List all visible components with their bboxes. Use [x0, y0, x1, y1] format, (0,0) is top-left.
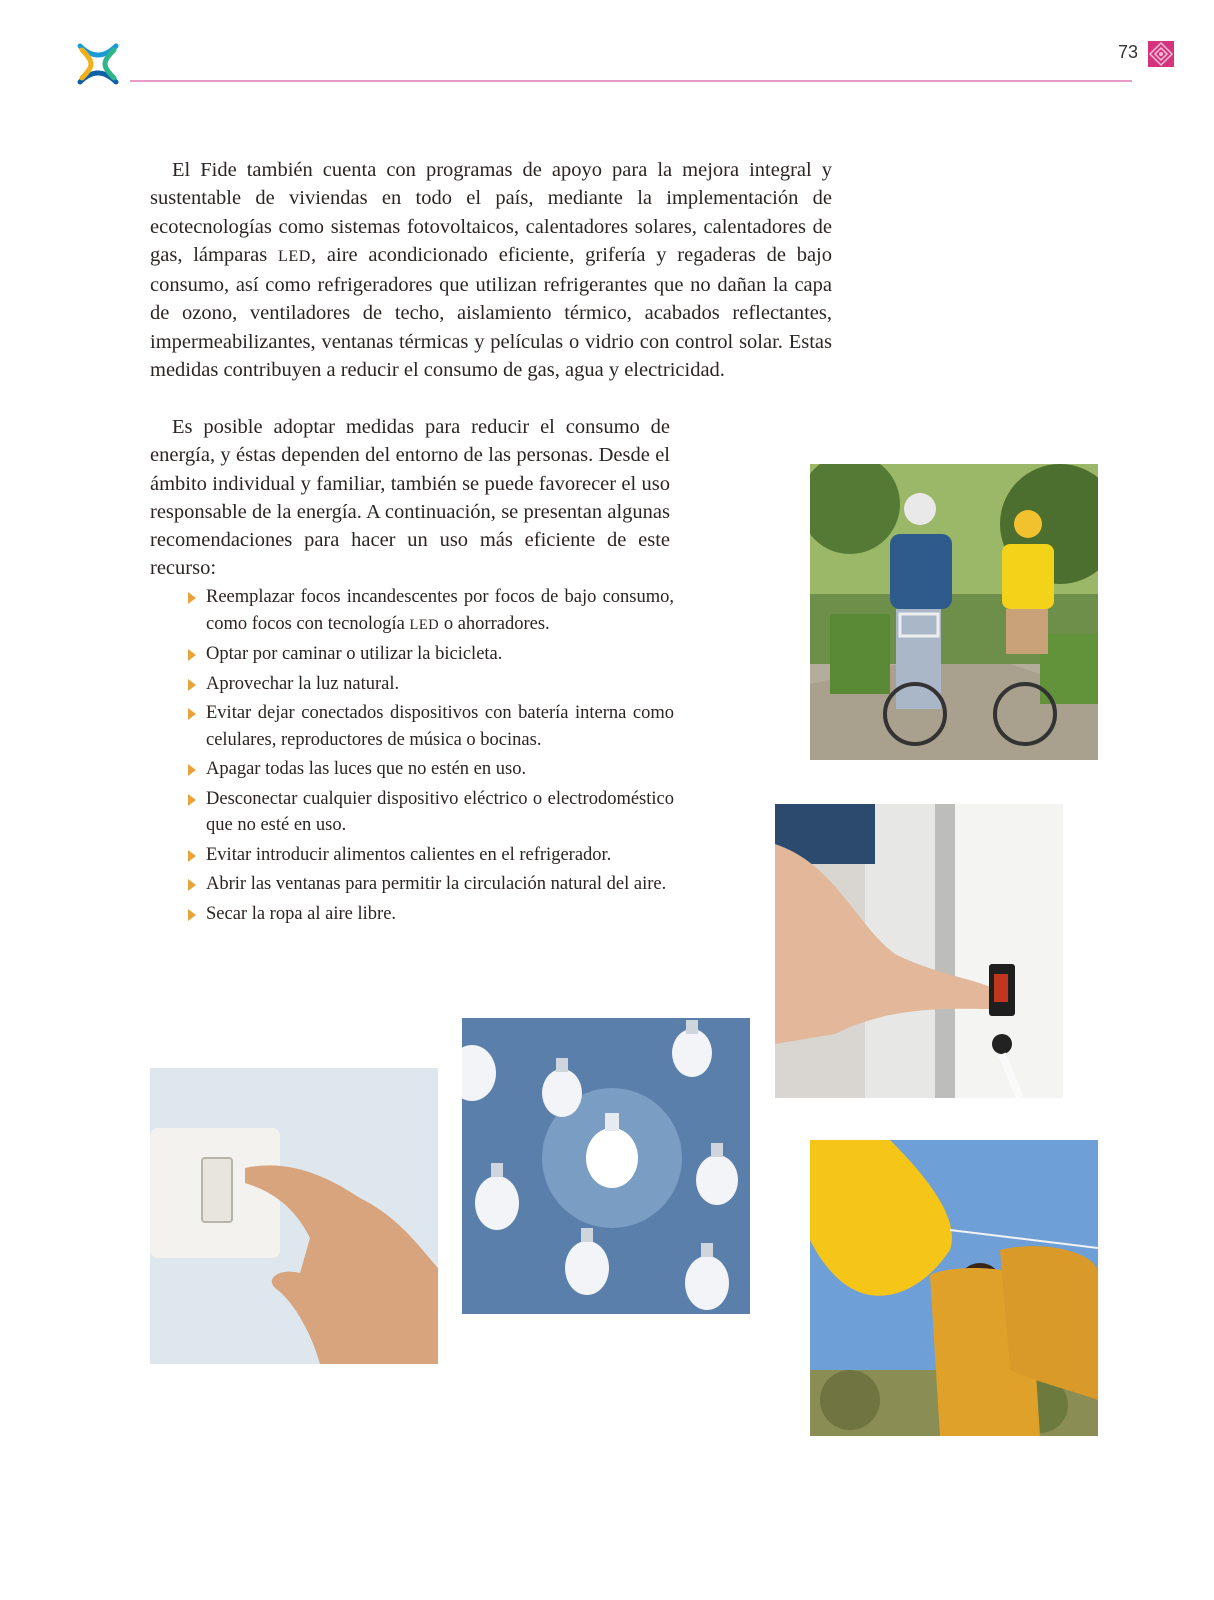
light-bulbs-photo — [462, 1018, 750, 1314]
triangle-bullet-icon — [188, 879, 196, 891]
triangle-bullet-icon — [188, 649, 196, 661]
list-item: Evitar dejar conectados dispositivos con batería interna como celulares, reproductores de música o bocinas. — [186, 700, 674, 753]
list-item: Abrir las ventanas para permitir la circulación natural del aire. — [186, 871, 674, 898]
bicycle-riders-photo — [810, 464, 1098, 760]
measures-paragraph: Es posible adoptar medidas para reducir el consumo de energía, y éstas dependen del entorno de las personas. Desde el ámbito individual y familiar, también se puede favorecer el uso responsable de la energía. A continuación, se presentan algunas recomendaciones para hacer un uso más eficiente de este recurso: — [150, 416, 670, 580]
triangle-bullet-icon — [188, 708, 196, 720]
list-item: Aprovechar la luz natural. — [186, 671, 674, 698]
intro-paragraph: El Fide también cuenta con programas de apoyo para la mejora integral y sustentable de viviendas en todo el país, mediante la implementación de ecotecnologías como sistemas fotovoltaicos, calentadores solares, calentadores de gas, lámparas LED, aire acondicionado eficiente, grifería y regaderas de bajo consumo, así como refrigeradores que utilizan refrigerantes que no dañan la capa de ozono, ventiladores de techo, aislamiento térmico, acabados reflectantes, impermeabilizantes, ventanas térmicas y películas o vidrio con control solar. Estas medidas contribuyen a reducir el consumo de gas, agua y electricidad. — [150, 159, 832, 382]
list-item: Reemplazar focos incandescentes por focos de bajo consumo, como focos con tecnología LED o ahorradores. — [186, 584, 674, 638]
list-item: Optar por caminar o utilizar la bicicleta. — [186, 641, 674, 668]
list-item: Apagar todas las luces que no estén en uso. — [186, 756, 674, 783]
wall-switch-photo — [150, 1068, 438, 1364]
recommendations-list — [186, 584, 674, 930]
triangle-bullet-icon — [188, 764, 196, 776]
triangle-bullet-icon — [188, 909, 196, 921]
laundry-drying-photo — [810, 1140, 1098, 1436]
logo-icon — [74, 40, 122, 88]
pattern-ornament-icon — [1148, 41, 1174, 67]
list-item: Desconectar cualquier dispositivo eléctrico o electrodoméstico que no esté en uso. — [186, 786, 674, 839]
triangle-bullet-icon — [188, 679, 196, 691]
triangle-bullet-icon — [188, 794, 196, 806]
appliance-switch-photo — [775, 804, 1063, 1098]
header-rule — [130, 80, 1132, 82]
page-number: 73 — [1117, 42, 1138, 62]
triangle-bullet-icon — [188, 592, 196, 604]
list-item: Secar la ropa al aire libre. — [186, 901, 674, 928]
triangle-bullet-icon — [188, 850, 196, 862]
list-item: Evitar introducir alimentos calientes en el refrigerador. — [186, 842, 674, 869]
